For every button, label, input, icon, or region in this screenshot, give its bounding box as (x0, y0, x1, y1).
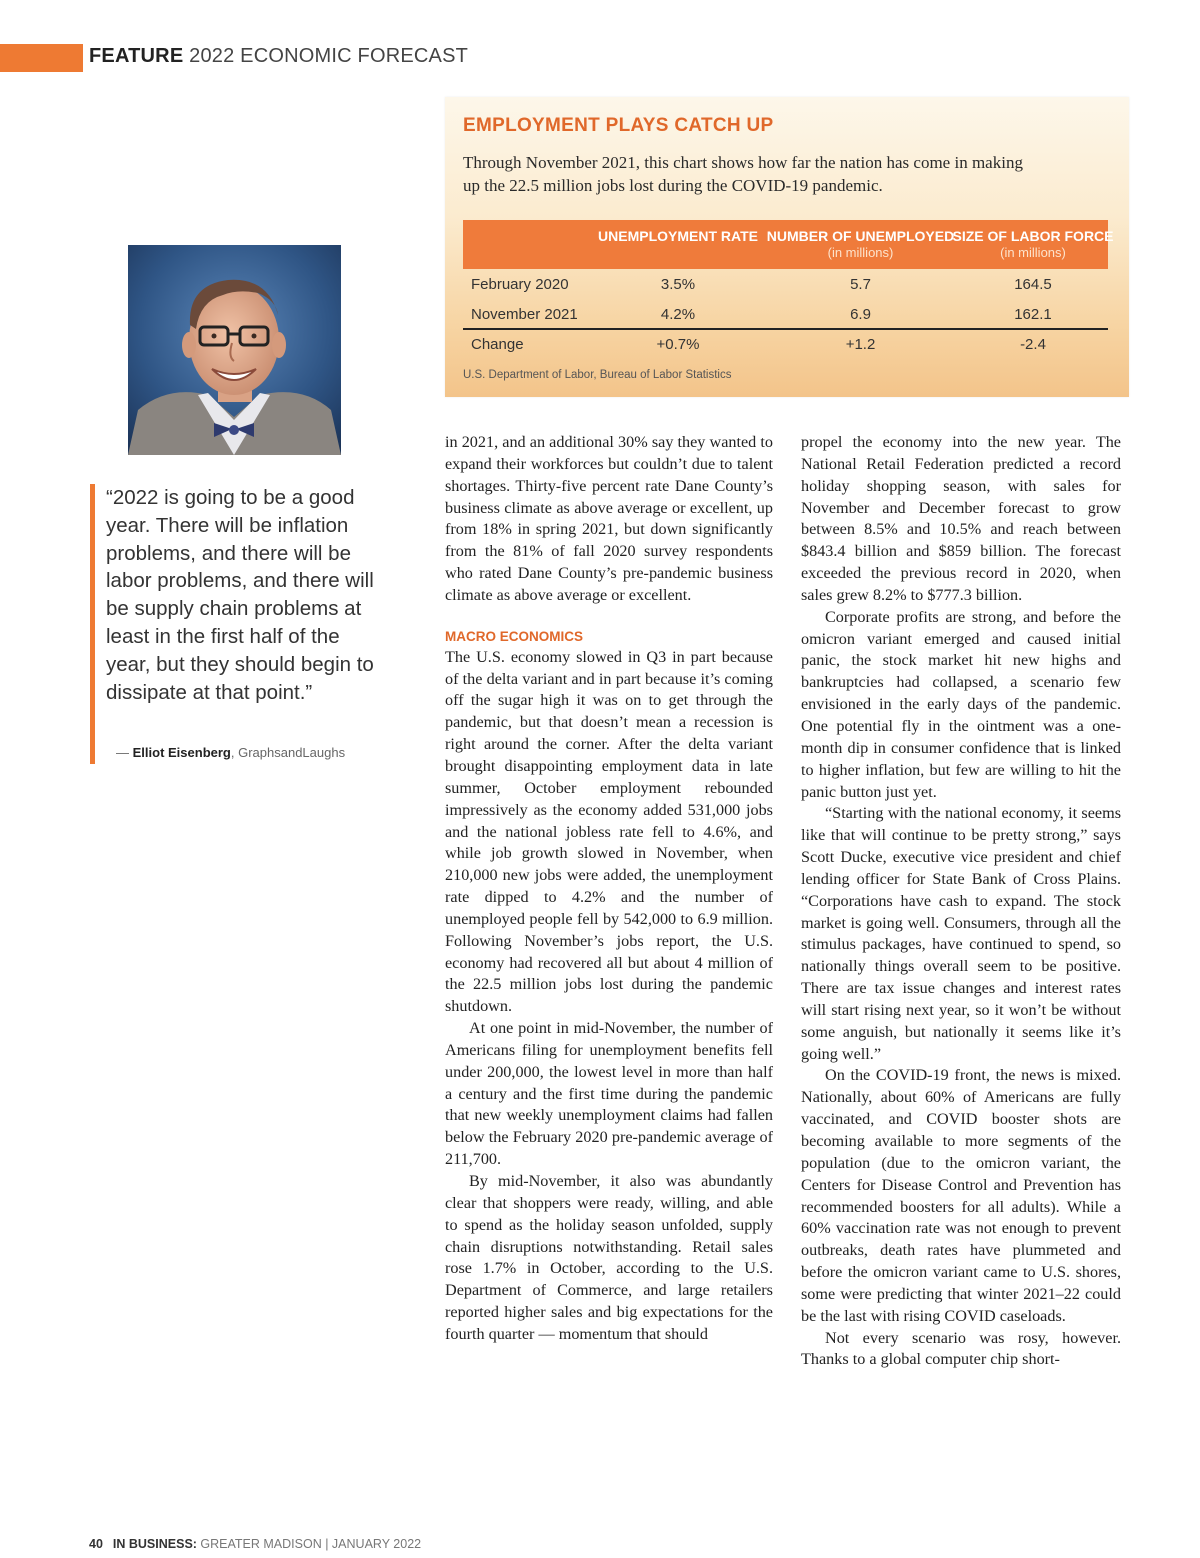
cell-unemployed: +1.2 (845, 336, 876, 353)
table-row-change (463, 328, 1108, 360)
article-paragraph: The U.S. economy slowed in Q3 in part because of the delta variant and in part because it’s coming off the sugar high it was on to get through the pandemic, but that doesn’t mean a recession is right around the corner. After the delta variant brought disappointing employment data in late summer, October employment rebounded impressively as the economy added 531,000 jobs and the national jobless rate fell to 4.6%, and while job growth slowed in November, when 210,000 new jobs were added, the unemployment rate dipped to 4.2% and the number of unemployed people fell by 542,000 to 6.9 million. Following November’s jobs report, the U.S. economy had recovered all but about 4 million of the 22.5 million jobs lost during the pandemic shutdown. (445, 647, 773, 1016)
section-topic: 2022 ECONOMIC FORECAST (189, 45, 469, 67)
subhead-macro-economics: MACRO ECONOMICS (445, 628, 583, 644)
article-paragraph: in 2021, and an additional 30% say they wanted to expand their workforces but couldn’t due to talent shortages. Thirty-five percent rate Dane County’s business climate as above average or excellent, up from 18% in spring 2021, but down significantly from the 81% of fall 2020 survey respondents who rated Dane County’s pre-pandemic business climate as above average or excellent. (445, 433, 773, 604)
table-row (463, 300, 1108, 330)
row-label: November 2021 (471, 306, 578, 323)
cell-unemployed: 5.7 (850, 276, 871, 293)
article-column-right (801, 432, 1121, 1371)
row-label: February 2020 (471, 276, 569, 293)
pullquote-rule (90, 484, 95, 764)
cell-rate: 3.5% (660, 276, 696, 293)
article-column-middle (445, 432, 773, 1346)
attribution-org: , GraphsandLaughs (230, 745, 346, 760)
column-header-labor-force-label: SIZE OF LABOR FORCE (952, 228, 1114, 244)
cell-rate: 4.2% (660, 306, 696, 323)
column-header-labor-force (943, 228, 1123, 260)
cell-unemployed: 6.9 (850, 306, 871, 323)
portrait-illustration (128, 245, 341, 455)
table-header-row (463, 220, 1114, 269)
section-kicker: FEATURE (89, 45, 184, 67)
pullquote-attribution (116, 745, 345, 760)
page-footer (89, 1537, 421, 1551)
cell-labor-force: -2.4 (1020, 336, 1046, 353)
article-paragraph: “Starting with the national economy, it seems like that will continue to be pretty strong,” says Scott Ducke, executive vice president and chief lending officer for State Bank of Cross Plains. “Corporations have cash to expand. The stock market is going well. Consumers, through all the stimulus packages, have continued to spend, so nationally things overall seem to be positive. There are tax issue changes and interest rates will start rising next year, so it won’t be without some anguish, but nationally it seems like it’s going well.” (801, 804, 1121, 1063)
column-header-unemployed-label: NUMBER OF UNEMPLOYED (766, 228, 955, 244)
column-header-rate (593, 228, 763, 244)
table-source-credit: U.S. Department of Labor, Bureau of Labor Statistics (463, 369, 732, 381)
page-number: 40 (89, 1537, 103, 1551)
article-paragraph: On the COVID-19 front, the news is mixed. Nationally, about 60% of Americans are fully vaccinated, and COVID booster shots are becoming available to more segments of the population (due to the omicron variant, the Centers for Disease Control and Prevention has recommended boosters for all adults). While a 60% vaccination rate was not enough to prevent outbreaks, death rates have plummeted and before the omicron variant came to U.S. shores, some were predicting that winter 2021–22 could be the last with rising COVID caseloads. (801, 1066, 1121, 1325)
article-paragraph: By mid-November, it also was abundantly clear that shoppers were ready, willing, and able to spend as the holiday season unfolded, supply chain disruptions notwithstanding. Retail sales rose 1.7% in October, according to the U.S. Department of Commerce, and large retailers reported higher sales and big expectations for the fourth quarter — momentum that should (445, 1172, 773, 1343)
article-paragraph: Not every scenario was rosy, however. Thanks to a global computer chip short- (801, 1328, 1121, 1369)
pullquote-text: “2022 is going to be a good year. There will be inflation problems, and there will be labor problems, and there will be supply chain problems at least in the first half of the year, but they should begin to dissipate at that point.” (106, 486, 374, 704)
cell-labor-force: 164.5 (1014, 276, 1052, 293)
portrait-photo (128, 245, 341, 455)
article-paragraph: propel the economy into the new year. The National Retail Federation predicted a record holiday shopping season, with sales for November and December forecast to grow between 8.5% and 10.5% and reach between $843.4 billion and $859 billion. The forecast exceeded the previous record in 2020, when sales grew 8.2% to $777.3 billion. (801, 433, 1121, 604)
cell-labor-force: 162.1 (1014, 306, 1052, 323)
column-header-unemployed-unit: (in millions) (827, 245, 894, 260)
attribution-name: Elliot Eisenberg (132, 745, 231, 760)
article-paragraph: Corporate profits are strong, and before the omicron variant emerged and caused initial panic, the stock market hit new highs and bankruptcies had collapsed, a scenario few envisioned in the early days of the pandemic. One potential fly in the ointment was a one-month dip in consumer confidence that is linked to higher inflation, but few are willing to hit the panic button just yet. (801, 607, 1121, 801)
employment-infobox (445, 97, 1129, 397)
attribution-dash: — (116, 745, 133, 760)
infobox-title: EMPLOYMENT PLAYS CATCH UP (463, 115, 774, 136)
column-header-labor-force-unit: (in millions) (1000, 245, 1066, 260)
row-label: Change (471, 336, 524, 353)
cell-rate: +0.7% (656, 336, 700, 353)
magazine-name: IN BUSINESS: (112, 1537, 197, 1551)
section-header (89, 45, 468, 68)
column-header-rate-label: UNEMPLOYMENT RATE (598, 228, 758, 244)
column-header-unemployed (763, 228, 958, 260)
header-accent-bar (0, 44, 83, 72)
issue-info: GREATER MADISON | JANUARY 2022 (196, 1537, 422, 1551)
article-paragraph: At one point in mid-November, the number of Americans filing for unemployment benefits fell under 200,000, the lowest level in more than half a century and the first time during the pandemic that new weekly unemployment claims had fallen below the February 2020 pre-pandemic average of 211,700. (445, 1019, 773, 1169)
table-row (463, 270, 1108, 300)
infobox-intro: Through November 2021, this chart shows how far the nation has come in making up the 22.5 million jobs lost during the COVID-19 pandemic. (463, 153, 1023, 195)
